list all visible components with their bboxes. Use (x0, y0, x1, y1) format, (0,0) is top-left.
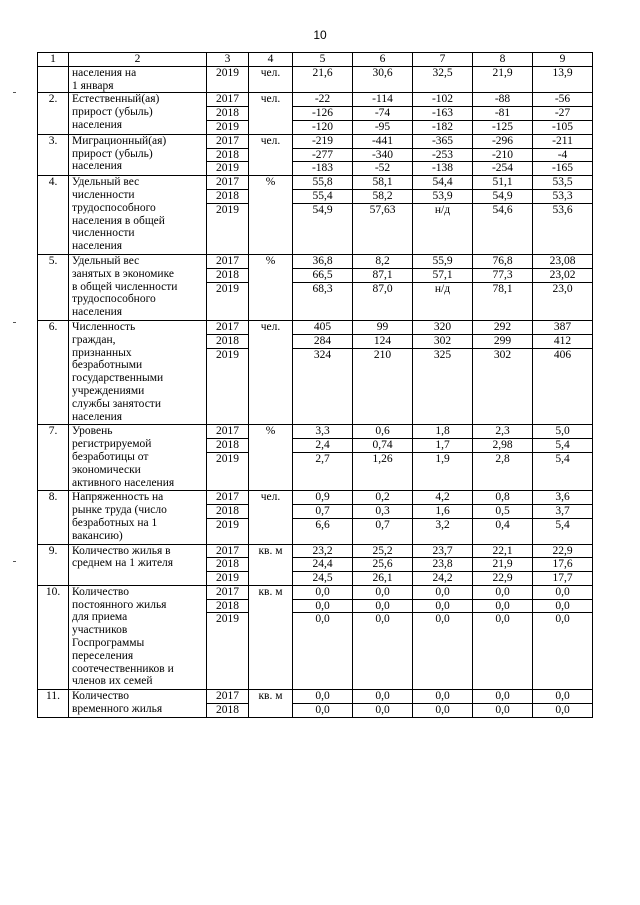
value-cell: 0,0 (293, 585, 353, 599)
year-cell: 2019 (207, 452, 249, 490)
year-cell: 2018 (207, 268, 249, 282)
value-cell: 1,8 (413, 425, 473, 439)
year-cell: 2019 (207, 162, 249, 176)
table-row (38, 320, 593, 334)
table-row (38, 176, 593, 190)
indicator-name: Миграционный(ая) прирост (убыль) населения (69, 134, 207, 175)
table-row (38, 425, 593, 439)
value-cell: 22,9 (473, 572, 533, 586)
value-cell: 0,5 (473, 505, 533, 519)
header-cell: 2 (69, 53, 207, 67)
value-cell: 0,0 (533, 599, 593, 613)
year-cell: 2017 (207, 176, 249, 190)
value-cell: 406 (533, 348, 593, 425)
year-cell: 2019 (207, 282, 249, 320)
value-cell: 2,8 (473, 452, 533, 490)
value-cell: 1,26 (353, 452, 413, 490)
value-cell: 30,6 (353, 66, 413, 93)
value-cell: 3,7 (533, 505, 593, 519)
year-cell: 2017 (207, 690, 249, 704)
value-cell: 8,2 (353, 254, 413, 268)
value-cell: 21,6 (293, 66, 353, 93)
value-cell: 78,1 (473, 282, 533, 320)
value-cell: -105 (533, 120, 593, 134)
value-cell: 0,0 (473, 613, 533, 690)
indicator-name: Удельный вес численности трудоспособного населения в общей численности населения (69, 176, 207, 255)
value-cell: 66,5 (293, 268, 353, 282)
value-cell: 0,0 (473, 599, 533, 613)
value-cell: 302 (413, 334, 473, 348)
unit-cell: % (249, 425, 293, 491)
margin-mark (13, 92, 16, 93)
row-number: 7. (38, 425, 69, 491)
value-cell: 0,0 (473, 585, 533, 599)
table-row (38, 690, 593, 704)
value-cell: 0,0 (353, 599, 413, 613)
value-cell: -56 (533, 93, 593, 107)
value-cell: 23,7 (413, 544, 473, 558)
indicator-name: населения на 1 января (69, 66, 207, 93)
unit-cell: чел. (249, 93, 293, 134)
value-cell: 23,2 (293, 544, 353, 558)
value-cell: 25,6 (353, 558, 413, 572)
header-cell: 7 (413, 53, 473, 67)
value-cell: 412 (533, 334, 593, 348)
value-cell: 0,8 (473, 491, 533, 505)
value-cell: 5,4 (533, 518, 593, 544)
value-cell: н/д (413, 203, 473, 254)
value-cell: 87,0 (353, 282, 413, 320)
value-cell: -340 (353, 148, 413, 162)
year-cell: 2017 (207, 425, 249, 439)
value-cell: 77,3 (473, 268, 533, 282)
value-cell: 6,6 (293, 518, 353, 544)
unit-cell: кв. м (249, 690, 293, 718)
table-row (38, 544, 593, 558)
indicator-name: Уровень регистрируемой безработицы от экономически активного населения (69, 425, 207, 491)
value-cell: 0,0 (533, 704, 593, 718)
indicator-name: Естественный(ая) прирост (убыль) населения (69, 93, 207, 134)
indicator-name: Удельный вес занятых в экономике в общей численности трудоспособного населения (69, 254, 207, 320)
value-cell: 387 (533, 320, 593, 334)
value-cell: 3,3 (293, 425, 353, 439)
indicator-name: Количество постоянного жилья для приема участников Госпрограммы переселения соотечественников и членов их семей (69, 585, 207, 689)
year-cell: 2018 (207, 189, 249, 203)
value-cell: 21,9 (473, 558, 533, 572)
value-cell: 53,6 (533, 203, 593, 254)
value-cell: 58,2 (353, 189, 413, 203)
value-cell: 57,63 (353, 203, 413, 254)
value-cell: -296 (473, 134, 533, 148)
value-cell: 26,1 (353, 572, 413, 586)
header-row (38, 53, 593, 67)
row-number: 11. (38, 690, 69, 718)
row-number: 5. (38, 254, 69, 320)
unit-cell: чел. (249, 66, 293, 93)
unit-cell: % (249, 176, 293, 255)
year-cell: 2017 (207, 134, 249, 148)
value-cell: 53,5 (533, 176, 593, 190)
value-cell: 0,0 (533, 585, 593, 599)
value-cell: -210 (473, 148, 533, 162)
value-cell: 0,0 (413, 690, 473, 704)
value-cell: 57,1 (413, 268, 473, 282)
value-cell: -165 (533, 162, 593, 176)
value-cell: 54,9 (293, 203, 353, 254)
value-cell: 0,9 (293, 491, 353, 505)
value-cell: 17,6 (533, 558, 593, 572)
value-cell: -126 (293, 107, 353, 121)
value-cell: 0,0 (473, 690, 533, 704)
value-cell: 1,9 (413, 452, 473, 490)
value-cell: -138 (413, 162, 473, 176)
margin-mark (13, 322, 16, 323)
row-number: 6. (38, 320, 69, 424)
value-cell: -365 (413, 134, 473, 148)
margin-mark (13, 561, 16, 562)
value-cell: 124 (353, 334, 413, 348)
value-cell: -253 (413, 148, 473, 162)
value-cell: 1,7 (413, 439, 473, 453)
header-cell: 1 (38, 53, 69, 67)
value-cell: 0,0 (413, 704, 473, 718)
value-cell: -22 (293, 93, 353, 107)
value-cell: 0,0 (533, 613, 593, 690)
value-cell: -183 (293, 162, 353, 176)
value-cell: -211 (533, 134, 593, 148)
table-row (38, 491, 593, 505)
value-cell: 54,6 (473, 203, 533, 254)
value-cell: 24,4 (293, 558, 353, 572)
value-cell: 0,7 (293, 505, 353, 519)
row-number: 4. (38, 176, 69, 255)
year-cell: 2018 (207, 439, 249, 453)
value-cell: 36,8 (293, 254, 353, 268)
value-cell: 5,4 (533, 439, 593, 453)
row-number: 3. (38, 134, 69, 175)
value-cell: 3,2 (413, 518, 473, 544)
table-row (38, 585, 593, 599)
year-cell: 2018 (207, 148, 249, 162)
year-cell: 2018 (207, 107, 249, 121)
value-cell: 320 (413, 320, 473, 334)
value-cell: 0,0 (533, 690, 593, 704)
unit-cell: чел. (249, 134, 293, 175)
table-row (38, 254, 593, 268)
indicator-name: Количество временного жилья (69, 690, 207, 718)
value-cell: -163 (413, 107, 473, 121)
value-cell: 284 (293, 334, 353, 348)
value-cell: 0,0 (353, 613, 413, 690)
value-cell: 13,9 (533, 66, 593, 93)
year-cell: 2019 (207, 572, 249, 586)
value-cell: -74 (353, 107, 413, 121)
value-cell: 292 (473, 320, 533, 334)
value-cell: 17,7 (533, 572, 593, 586)
value-cell: -102 (413, 93, 473, 107)
header-cell: 8 (473, 53, 533, 67)
value-cell: 0,0 (353, 690, 413, 704)
value-cell: 0,0 (413, 599, 473, 613)
year-cell: 2017 (207, 320, 249, 334)
value-cell: 5,4 (533, 452, 593, 490)
value-cell: -254 (473, 162, 533, 176)
unit-cell: чел. (249, 491, 293, 544)
value-cell: 0,0 (353, 585, 413, 599)
value-cell: 53,3 (533, 189, 593, 203)
row-number: 8. (38, 491, 69, 544)
row-number: 2. (38, 93, 69, 134)
value-cell: 22,1 (473, 544, 533, 558)
year-cell: 2019 (207, 120, 249, 134)
value-cell: -120 (293, 120, 353, 134)
value-cell: 76,8 (473, 254, 533, 268)
value-cell: 55,4 (293, 189, 353, 203)
header-cell: 4 (249, 53, 293, 67)
value-cell: 87,1 (353, 268, 413, 282)
row-number (38, 66, 69, 93)
year-cell: 2019 (207, 613, 249, 690)
value-cell: 54,9 (473, 189, 533, 203)
value-cell: 23,08 (533, 254, 593, 268)
value-cell: 99 (353, 320, 413, 334)
year-cell: 2018 (207, 558, 249, 572)
value-cell: 2,98 (473, 439, 533, 453)
table-row (38, 134, 593, 148)
value-cell: 3,6 (533, 491, 593, 505)
year-cell: 2018 (207, 704, 249, 718)
value-cell: 324 (293, 348, 353, 425)
page-number: 10 (313, 28, 327, 42)
value-cell: 0,2 (353, 491, 413, 505)
value-cell: 299 (473, 334, 533, 348)
value-cell: -277 (293, 148, 353, 162)
value-cell: -114 (353, 93, 413, 107)
year-cell: 2017 (207, 491, 249, 505)
value-cell: -4 (533, 148, 593, 162)
header-cell: 3 (207, 53, 249, 67)
header-cell: 9 (533, 53, 593, 67)
value-cell: 325 (413, 348, 473, 425)
value-cell: -182 (413, 120, 473, 134)
value-cell: н/д (413, 282, 473, 320)
indicator-name: Численность граждан, признанных безработными государственными учреждениями службы занятости населения (69, 320, 207, 424)
year-cell: 2017 (207, 585, 249, 599)
year-cell: 2017 (207, 93, 249, 107)
header-cell: 6 (353, 53, 413, 67)
table-row (38, 66, 593, 93)
value-cell: 0,0 (293, 704, 353, 718)
value-cell: 405 (293, 320, 353, 334)
value-cell: 1,6 (413, 505, 473, 519)
value-cell: 22,9 (533, 544, 593, 558)
value-cell: -125 (473, 120, 533, 134)
value-cell: 0,0 (293, 599, 353, 613)
value-cell: 0,0 (413, 613, 473, 690)
value-cell: 51,1 (473, 176, 533, 190)
table-row (38, 93, 593, 107)
row-number: 9. (38, 544, 69, 585)
value-cell: 0,7 (353, 518, 413, 544)
year-cell: 2019 (207, 203, 249, 254)
value-cell: 0,0 (353, 704, 413, 718)
unit-cell: чел. (249, 320, 293, 424)
value-cell: 53,9 (413, 189, 473, 203)
year-cell: 2018 (207, 334, 249, 348)
value-cell: 21,9 (473, 66, 533, 93)
value-cell: -52 (353, 162, 413, 176)
year-cell: 2019 (207, 518, 249, 544)
value-cell: 55,8 (293, 176, 353, 190)
data-table (37, 52, 593, 718)
value-cell: 68,3 (293, 282, 353, 320)
value-cell: -27 (533, 107, 593, 121)
value-cell: -88 (473, 93, 533, 107)
value-cell: 0,74 (353, 439, 413, 453)
value-cell: 210 (353, 348, 413, 425)
value-cell: 2,4 (293, 439, 353, 453)
value-cell: 302 (473, 348, 533, 425)
value-cell: 54,4 (413, 176, 473, 190)
value-cell: 58,1 (353, 176, 413, 190)
value-cell: 0,0 (473, 704, 533, 718)
value-cell: 4,2 (413, 491, 473, 505)
value-cell: 0,0 (293, 690, 353, 704)
value-cell: 32,5 (413, 66, 473, 93)
value-cell: 5,0 (533, 425, 593, 439)
value-cell: 2,7 (293, 452, 353, 490)
value-cell: 23,02 (533, 268, 593, 282)
value-cell: 55,9 (413, 254, 473, 268)
value-cell: 23,8 (413, 558, 473, 572)
value-cell: -441 (353, 134, 413, 148)
header-cell: 5 (293, 53, 353, 67)
year-cell: 2017 (207, 254, 249, 268)
value-cell: 25,2 (353, 544, 413, 558)
value-cell: 0,3 (353, 505, 413, 519)
year-cell: 2018 (207, 505, 249, 519)
value-cell: 0,0 (293, 613, 353, 690)
indicator-name: Напряженность на рынке труда (число безработных на 1 вакансию) (69, 491, 207, 544)
year-cell: 2017 (207, 544, 249, 558)
value-cell: 24,5 (293, 572, 353, 586)
unit-cell: кв. м (249, 544, 293, 585)
value-cell: 24,2 (413, 572, 473, 586)
value-cell: -219 (293, 134, 353, 148)
row-number: 10. (38, 585, 69, 689)
unit-cell: кв. м (249, 585, 293, 689)
value-cell: -81 (473, 107, 533, 121)
table-body (38, 53, 593, 718)
year-cell: 2019 (207, 348, 249, 425)
value-cell: 23,0 (533, 282, 593, 320)
value-cell: 0,6 (353, 425, 413, 439)
unit-cell: % (249, 254, 293, 320)
value-cell: 0,4 (473, 518, 533, 544)
year-cell: 2018 (207, 599, 249, 613)
indicator-name: Количество жилья в среднем на 1 жителя (69, 544, 207, 585)
value-cell: 2,3 (473, 425, 533, 439)
value-cell: 0,0 (413, 585, 473, 599)
year-cell: 2019 (207, 66, 249, 93)
value-cell: -95 (353, 120, 413, 134)
